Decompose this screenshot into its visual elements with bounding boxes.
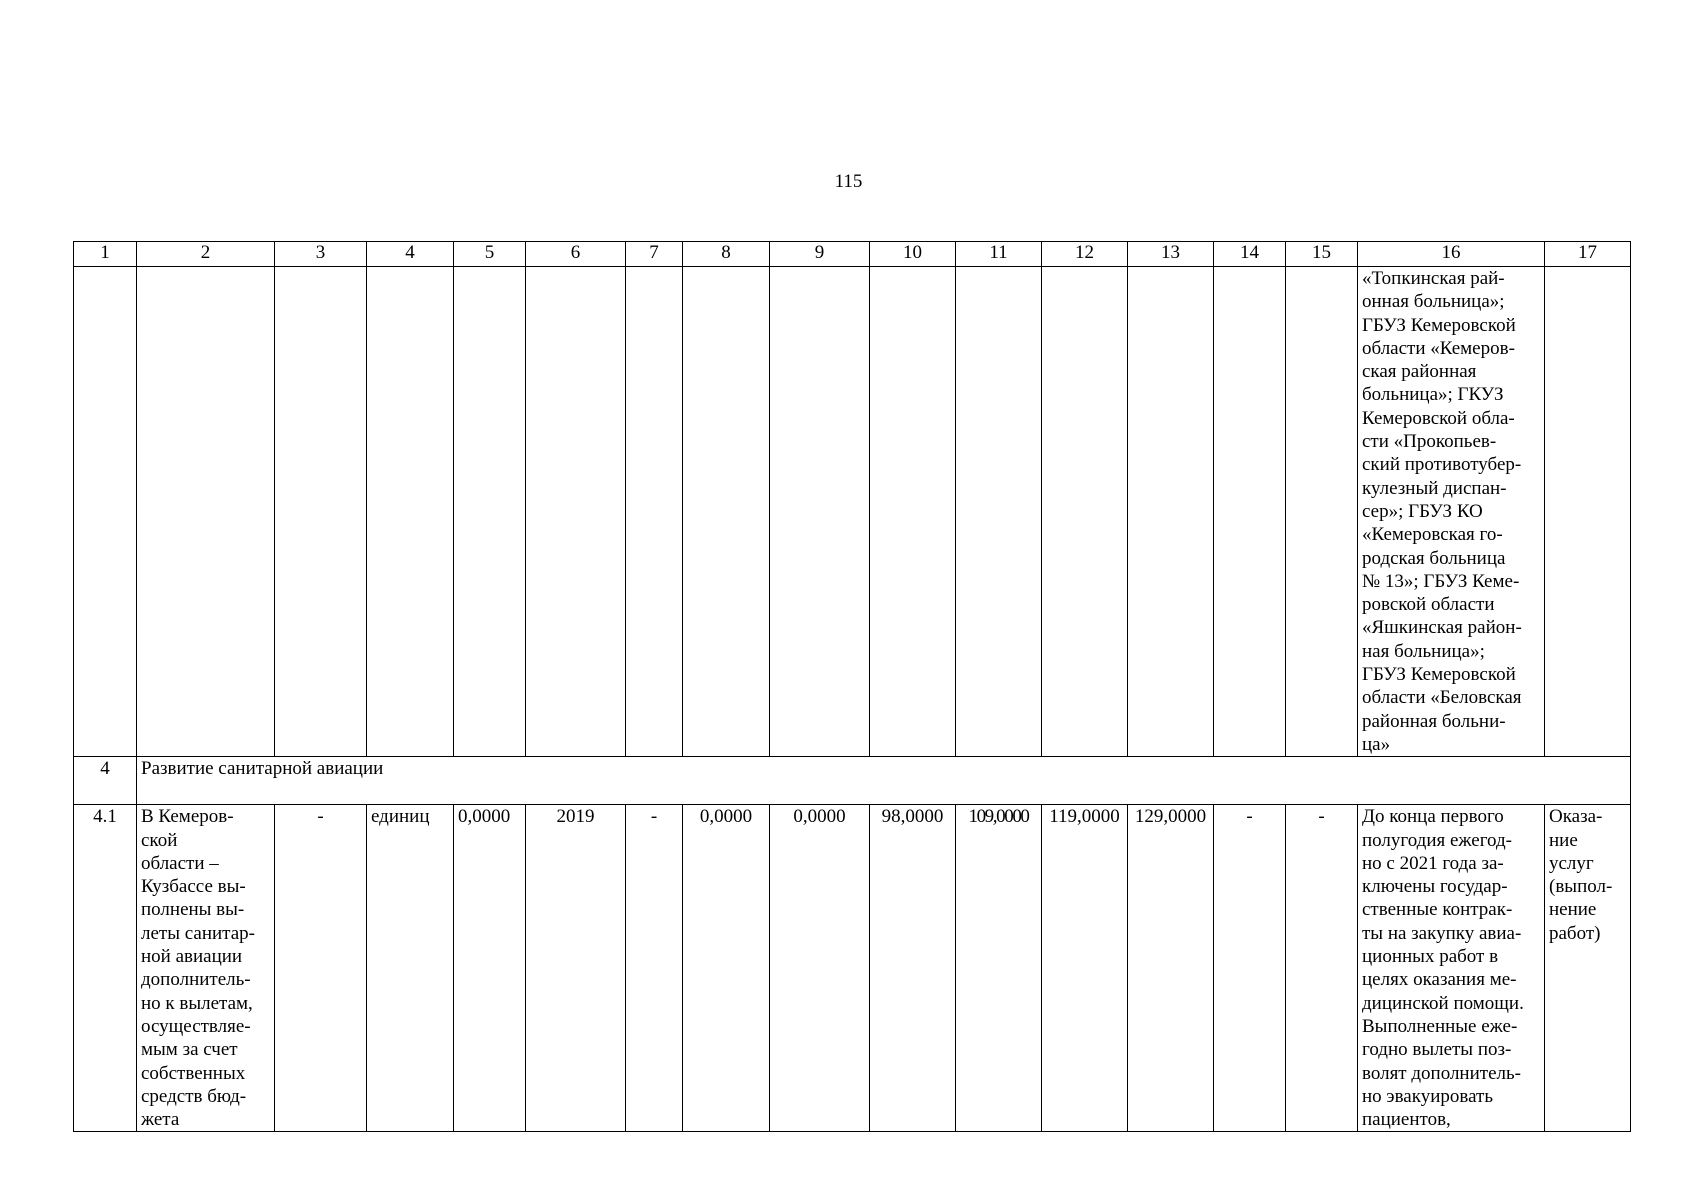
column-header: 8 bbox=[683, 242, 770, 267]
table-cell: - bbox=[275, 805, 367, 1132]
column-header: 5 bbox=[454, 242, 526, 267]
table-cell bbox=[770, 267, 870, 757]
column-header: 3 bbox=[275, 242, 367, 267]
table-cell bbox=[74, 267, 137, 757]
table-cell bbox=[526, 267, 626, 757]
table-cell bbox=[1128, 267, 1214, 757]
table-cell bbox=[1286, 267, 1358, 757]
value-cell: 0,0000 bbox=[683, 805, 770, 1132]
column-header: 7 bbox=[626, 242, 683, 267]
page-number: 115 bbox=[834, 171, 863, 192]
column-header: 10 bbox=[870, 242, 956, 267]
table-cell bbox=[1042, 267, 1128, 757]
base-year-cell: 2019 bbox=[526, 805, 626, 1132]
table-cell bbox=[956, 267, 1042, 757]
table-cell: - bbox=[1286, 805, 1358, 1132]
table-cell bbox=[1214, 267, 1286, 757]
table-row-item bbox=[74, 805, 1631, 1132]
table-cell bbox=[275, 267, 367, 757]
program-indicators-table bbox=[73, 241, 1631, 1132]
column-header: 11 bbox=[956, 242, 1042, 267]
table-row-continuation bbox=[74, 267, 1631, 757]
column-header: 17 bbox=[1545, 242, 1631, 267]
section-number: 4 bbox=[74, 757, 137, 805]
table-cell bbox=[626, 267, 683, 757]
table-cell bbox=[683, 267, 770, 757]
item-number: 4.1 bbox=[74, 805, 137, 1132]
table-cell bbox=[454, 267, 526, 757]
table-cell: - bbox=[626, 805, 683, 1132]
unit-cell: единиц bbox=[367, 805, 454, 1132]
column-header: 2 bbox=[137, 242, 275, 267]
column-header: 13 bbox=[1128, 242, 1214, 267]
value-cell: 0,0000 bbox=[770, 805, 870, 1132]
section-row bbox=[74, 757, 1631, 805]
value-cell: 119,0000 bbox=[1042, 805, 1128, 1132]
responsible-organizations-cell: «Топкинская рай- онная больница»; ГБУЗ Кемеровской области «Кемеров- ская районная больница»; ГКУЗ Кемеровской обла- сти «Прокопьев- ский противотубер- кулезный диспан- сер»; ГБУЗ КО «Кемеровская го- родская больница № 13»; ГБУЗ Кеме- ровской области «Яшкинская район- ная больница»; ГБУЗ Кемеровской области «Беловская районная больни- ца» bbox=[1358, 267, 1545, 757]
column-header: 16 bbox=[1358, 242, 1545, 267]
table-cell bbox=[367, 267, 454, 757]
column-header: 15 bbox=[1286, 242, 1358, 267]
result-type-cell: Оказа- ние услуг (выпол- нение работ) bbox=[1545, 805, 1631, 1132]
table-cell bbox=[1545, 267, 1631, 757]
column-header: 12 bbox=[1042, 242, 1128, 267]
section-title: Развитие санитарной авиации bbox=[137, 757, 1631, 805]
value-cell: 98,0000 bbox=[870, 805, 956, 1132]
column-header: 6 bbox=[526, 242, 626, 267]
table-cell bbox=[137, 267, 275, 757]
result-description-cell: До конца первого полугодия ежегод- но с 2021 года за- ключены государ- ственные контрак- ты на закупку авиа- ционных работ в целях оказания ме- дицинской помощи. Выполненные еже- годно вылеты поз- волят дополнитель- но эвакуировать пациентов, bbox=[1358, 805, 1545, 1132]
table-cell bbox=[870, 267, 956, 757]
column-header: 9 bbox=[770, 242, 870, 267]
value-cell: 129,0000 bbox=[1128, 805, 1214, 1132]
indicator-name-cell: В Кемеров- ской области – Кузбассе вы- полнены вы- леты санитар- ной авиации дополнитель- но к вылетам, осуществляе- мым за счет собственных средств бюд- жета bbox=[137, 805, 275, 1132]
value-cell: 109,0000 bbox=[956, 805, 1042, 1132]
column-number-row bbox=[74, 242, 1631, 267]
column-header: 1 bbox=[74, 242, 137, 267]
column-header: 4 bbox=[367, 242, 454, 267]
base-value-cell: 0,0000 bbox=[454, 805, 526, 1132]
table-cell: - bbox=[1214, 805, 1286, 1132]
column-header: 14 bbox=[1214, 242, 1286, 267]
